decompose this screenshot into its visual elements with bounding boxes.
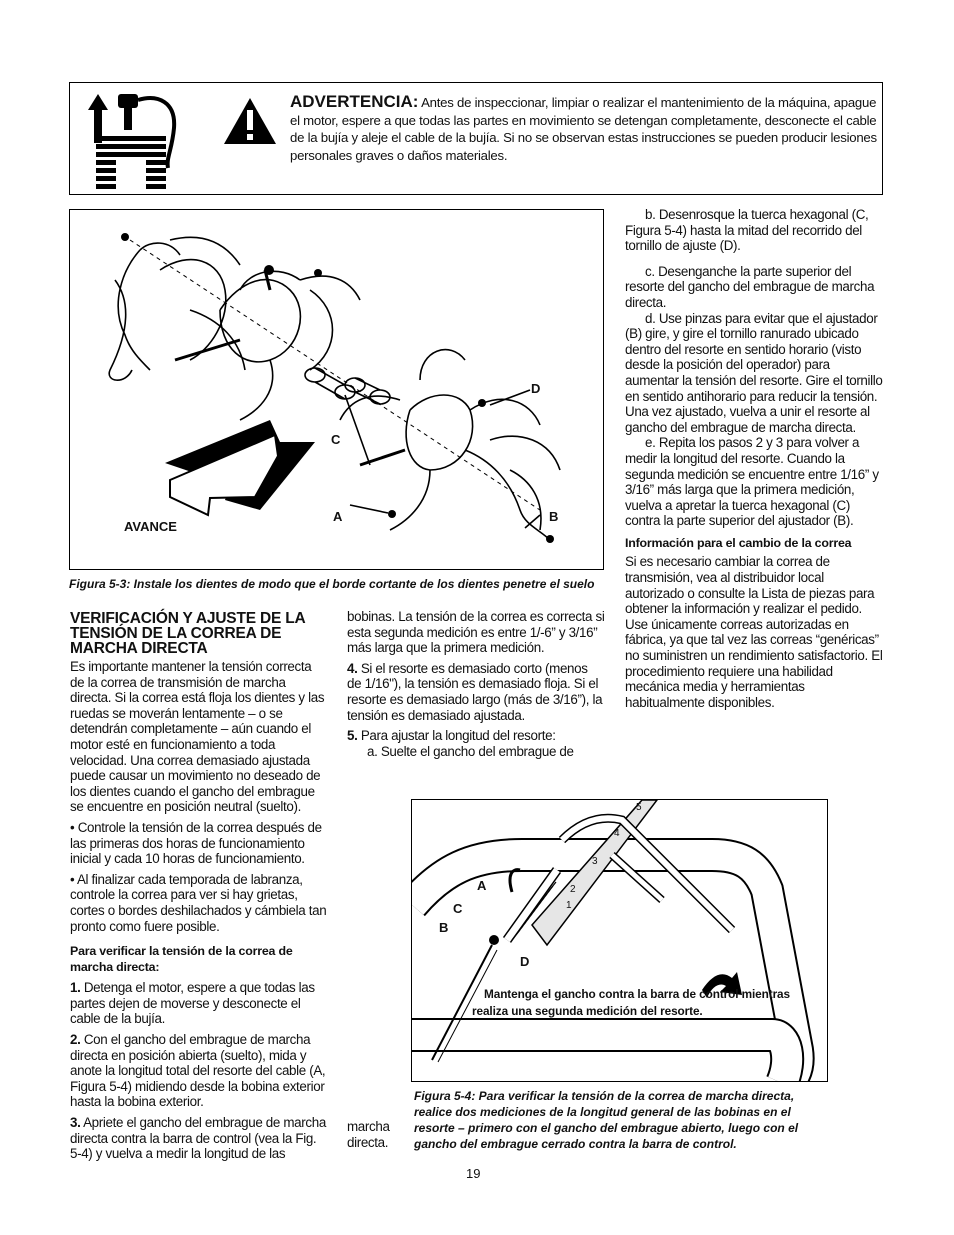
step-paragraph — [70, 1032, 328, 1110]
ruler-mark: 5 — [636, 802, 642, 813]
ruler-mark: 4 — [614, 828, 620, 839]
paragraph: bobinas. La tensión de la correa es correcta si esta segunda medición es entre 1/-6” y 3/16” más larga que la primera medición. — [347, 609, 605, 656]
figure-5-3-caption: Figura 5-3: Instale los dientes de modo que el borde cortante de los dientes penetre el suelo — [69, 577, 595, 591]
spring-measurement-illustration — [412, 800, 828, 1082]
step-paragraph — [347, 728, 605, 744]
label-avance: AVANCE — [124, 519, 177, 534]
step-number: 5. — [347, 728, 358, 744]
note-line: realiza una segunda medición del resorte. — [472, 1004, 703, 1018]
bullet-paragraph: • Al finalizar cada temporada de labranza, controle la correa para ver si hay grietas, cortes o bordes deshilachados y cámbiela tan pronto como fuere posible. — [70, 871, 327, 934]
ruler-mark: 1 — [566, 900, 572, 911]
substep-paragraph: c. Desenganche la parte superior del resorte del gancho del embrague de marcha directa. — [625, 263, 875, 310]
note-line: Mantenga el gancho contra la barra de control mientras — [484, 987, 790, 1001]
warning-text — [290, 93, 882, 164]
figure-5-4 — [411, 799, 828, 1082]
label-a: A — [333, 509, 343, 524]
bullet-paragraph: • Controle la tensión de la correa después de las primeras dos horas de funcionamiento inicial y cada 10 horas de funcionamiento. — [70, 819, 322, 867]
step-number: 1. — [70, 980, 81, 996]
section-title: VERIFICACIÓN Y AJUSTE DE LA TENSIÓN DE LA CORREA DE MARCHA DIRECTA — [70, 610, 305, 657]
label-c: C — [453, 901, 463, 916]
paragraph: Si es necesario cambiar la correa de transmisión, vea al distribuidor local autorizado o consulte la Lista de piezas para obtener la información y realizar el pedido. Use únicamente correas autorizadas en fábrica, ya que tal vez las correas “genéricas” no suministren un rendimiento satisfactorio. El procedimiento requiere una habilidad mecánica media y herramientas habitualmente disponibles. — [625, 554, 883, 710]
step-paragraph — [70, 1115, 328, 1162]
step-number: 4. — [347, 660, 358, 676]
column-3 — [625, 207, 883, 715]
label-b: B — [549, 509, 559, 524]
spark-plug-disconnect-icon — [78, 88, 188, 192]
column-2 — [347, 609, 605, 764]
step-paragraph — [347, 661, 605, 723]
warning-triangle-icon — [222, 96, 278, 146]
step-text: Con el gancho del embrague de marcha directa en posición abierta (suelto), mida y anote la longitud total del resorte del cable (A, Figura 5-4) midiendo desde la bobina exterior hasta la bobina exterior. — [70, 1032, 326, 1110]
step-text: Apriete el gancho del embrague de marcha directa contra la barra de control (vea la Fig. 5-4) y vuelva a medir la longitud de las — [70, 1115, 326, 1162]
warning-body: Antes de inspeccionar, limpiar o realizar el mantenimiento de la máquina, apague el motor, espere a que todas las partes en movimiento se detengan completamente, desconecte el cable de la bujía y aleje el cable de la bujía. Si no se observan estas instrucciones se pueden producir lesiones personales graves o daños materiales. — [290, 95, 877, 163]
substep-paragraph: d. Use pinzas para evitar que el ajustador (B) gire, y gire el tornillo ranurado ubicado dentro del resorte en sentido horario (visto desde la posición del operador) para aumentar la tensión del resorte. Gire el tornillo en sentido antihorario para reducir la tensión. Una vez ajustado, vuelva a unir el resorte al gancho del embrague de marcha directa. — [625, 310, 883, 435]
label-c: C — [331, 432, 341, 447]
step-paragraph — [70, 980, 328, 1027]
subheading: Para verificar la tensión de la correa de marcha directa: — [70, 944, 293, 974]
substep-paragraph: b. Desenrosque la tuerca hexagonal (C, Figura 5-4) hasta la mitad del recorrido del tornillo de ajuste (D). — [625, 207, 869, 254]
label-b: B — [439, 920, 449, 935]
column-1 — [70, 659, 328, 1167]
step-text: Detenga el motor, espere a que todas las partes dejen de moverse y desconecte el cable de la bujía. — [70, 980, 315, 1027]
ruler-mark: 3 — [592, 856, 598, 867]
ruler-mark: 2 — [570, 884, 576, 895]
step-text: Para ajustar la longitud del resorte: — [357, 728, 556, 744]
figure-5-4-caption: Figura 5-4: Para verificar la tensión de la correa de marcha directa, realice dos mediciones de la longitud general de las bobinas en el resorte – primero con el gancho del embrague abierto, luego con el gancho del embrague cerrado contra la barra de control. — [414, 1089, 799, 1151]
figure-5-4-note — [472, 986, 827, 1020]
page-number: 19 — [466, 1166, 481, 1181]
step-number: 2. — [70, 1032, 81, 1048]
label-d: D — [520, 954, 530, 969]
substep-paragraph: e. Repita los pasos 2 y 3 para volver a medir la longitud del resorte. Cuando la segunda medición se encuentre entre 1/16” y 3/16” más larga que la primera medición, vuelva a apretar la tuerca hexagonal (C) contra la parte superior del ajustador (B). — [625, 435, 879, 529]
step-text: Si el resorte es demasiado corto (menos de 1/16"), la tensión es demasiado floja. Si el resorte es demasiado largo (más de 3/16”), la tensión es demasiado ajustada. — [347, 660, 603, 723]
substep-paragraph: a. Suelte el gancho del embrague de — [367, 743, 574, 759]
intro-paragraph: Es importante mantener la tensión correcta de la correa de transmisión de marcha directa. Si la correa está floja los dientes y las ruedas se moverán lentamente – o se detendrán completamente – aún cuando el motor esté en funcionamiento a toda velocidad. Una correa demasiado ajustada puede causar un movimiento no deseado de los dientes cuando el gancho del embrague se encuentre en posición neutral (suelto). — [70, 659, 325, 815]
step-number: 3. — [70, 1115, 81, 1131]
label-d: D — [531, 381, 541, 396]
subheading: Información para el cambio de la correa — [625, 535, 852, 550]
label-a: A — [477, 878, 487, 893]
continuation-text: marcha directa. — [347, 1119, 390, 1150]
warning-label: ADVERTENCIA: — [290, 92, 419, 111]
